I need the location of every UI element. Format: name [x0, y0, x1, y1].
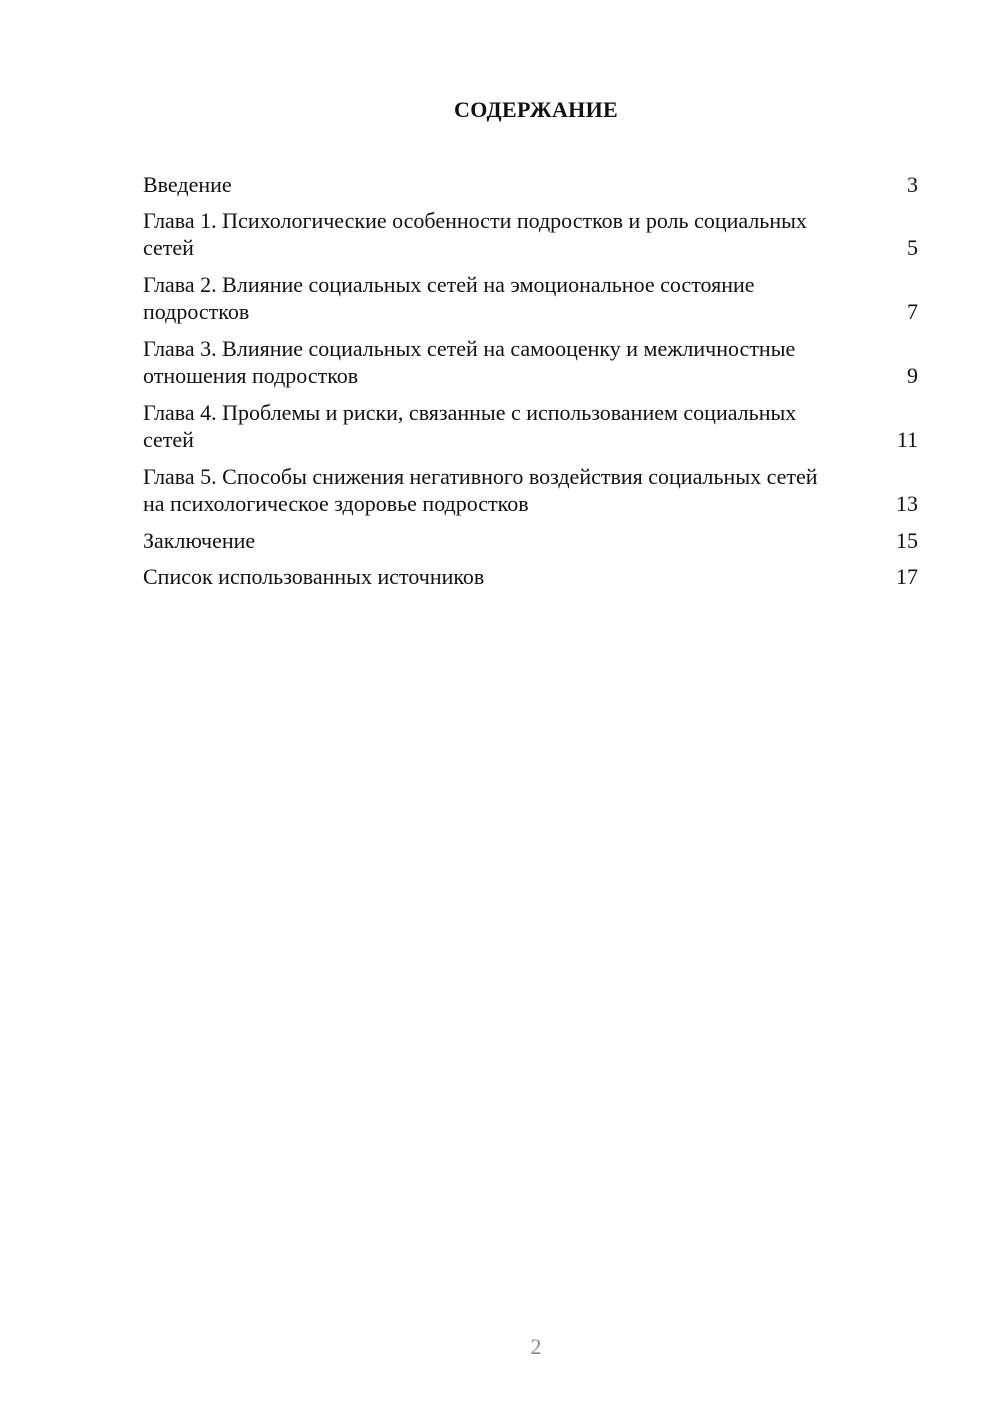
toc-entry-page: 7	[907, 299, 918, 324]
toc-entry-chapter-5[interactable]	[143, 463, 918, 517]
toc-entry-title: Заключение	[143, 528, 256, 553]
toc-entry-chapter-1[interactable]	[143, 207, 918, 261]
toc-entry-page: 11	[896, 427, 918, 452]
toc-entry-page: 17	[896, 564, 918, 589]
toc-entry-conclusion[interactable]	[143, 527, 918, 554]
toc-entry-title: Глава 4. Проблемы и риски, связанные с использованием социальных сетей	[143, 400, 797, 452]
toc-heading: СОДЕРЖАНИЕ	[454, 97, 618, 122]
toc-entry-page: 15	[896, 528, 918, 553]
toc-entry-chapter-3[interactable]	[143, 335, 918, 389]
toc-entry-title: Глава 5. Способы снижения негативного воздействия социальных сетей на психологическое здоровье подростков	[143, 464, 818, 516]
toc-entry-page: 13	[896, 491, 918, 516]
page-number: 2	[530, 1334, 542, 1359]
toc-entry-title: Список использованных источников	[143, 564, 485, 589]
toc-entry-title: Глава 3. Влияние социальных сетей на самооценку и межличностные отношения подростков	[143, 336, 796, 388]
toc-entry-title: Глава 1. Психологические особенности подростков и роль социальных сетей	[143, 208, 807, 260]
toc-entry-chapter-2[interactable]	[143, 271, 918, 325]
toc-entry-references[interactable]	[143, 563, 918, 590]
toc-entry-introduction[interactable]	[143, 171, 918, 198]
toc-entry-title: Введение	[143, 172, 232, 197]
toc-entry-page: 9	[907, 363, 918, 388]
toc-entry-page: 3	[907, 172, 918, 197]
toc-entry-chapter-4[interactable]	[143, 399, 918, 453]
toc-entry-title: Глава 2. Влияние социальных сетей на эмоциональное состояние подростков	[143, 272, 755, 324]
toc-entry-page: 5	[907, 235, 918, 260]
table-of-contents	[143, 171, 918, 599]
